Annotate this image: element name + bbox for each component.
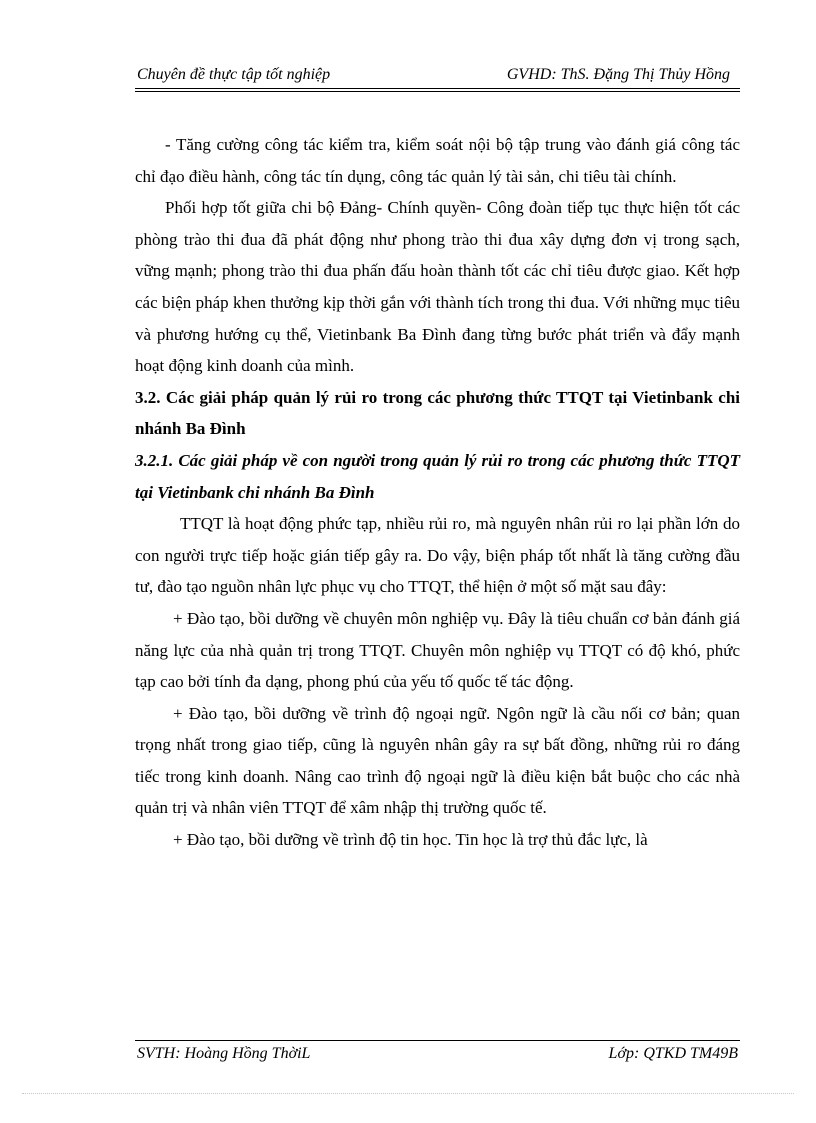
paragraph-ttqt-intro: TTQT là hoạt động phức tạp, nhiều rủi ro, mà nguyên nhân rủi ro lại phần lớn do con người trực tiếp hoặc gián tiếp gây ra. Do vậy, biện pháp tốt nhất là tăng cường đầu tư, đào tạo nguồn nhân lực phục vụ cho TTQT, thể hiện ở một số mặt sau đây: [135,514,740,597]
footer-class: Lớp: QTKD TM49B [608,1045,738,1062]
header-rule [135,91,740,92]
section-heading-3-2-1: 3.2.1. Các giải pháp về con người trong quản lý rủi ro trong các phương thức TTQT tại Vietinbank chi nhánh Ba Đình [135,450,740,502]
footer-student: SVTH: Hoàng Hồng ThờiL [137,1045,311,1062]
paragraph-training-it: + Đào tạo, bồi dưỡng về trình độ tin học. Tin học là trợ thủ đắc lực, là [173,830,648,850]
page-body [135,129,740,856]
paragraph-coordination: Phối hợp tốt giữa chi bộ Đảng- Chính quyền- Công đoàn tiếp tục thực hiện tốt các phòng trào thi đua đã phát động như phong trào thi đua xây dựng đơn vị trong sạch, vững mạnh; phong trào thi đua phấn đấu hoàn thành tốt các chỉ tiêu được giao. Kết hợp các biện pháp khen thưởng kịp thời gắn với thành tích trong thi đua. Với những mục tiêu và phương hướng cụ thể, Vietinbank Ba Đình đang từng bước phát triển và đẩy mạnh hoạt động kinh doanh của mình. [135,198,740,376]
header-advisor: GVHD: ThS. Đặng Thị Thủy Hồng [506,66,730,83]
paragraph-inspection: - Tăng cường công tác kiểm tra, kiểm soát nội bộ tập trung vào đánh giá công tác chỉ đạo điều hành, công tác tín dụng, công tác quản lý tài sản, chi tiêu tài chính. [135,135,740,186]
paragraph-training-professional: + Đào tạo, bồi dưỡng về chuyên môn nghiệp vụ. Đây là tiêu chuẩn cơ bản đánh giá năng lực của nhà quản trị trong TTQT. Chuyên môn nghiệp vụ TTQT có độ khó, phức tạp cao bởi tính đa dạng, phong phú của yếu tố quốc tế tác động. [135,608,740,692]
section-heading-3-2: 3.2. Các giải pháp quản lý rủi ro trong các phương thức TTQT tại Vietinbank chi nhánh Ba Đình [135,387,740,439]
page-footer [135,1040,740,1062]
page-header [135,64,740,89]
page-edge-divider [22,1093,794,1094]
header-title: Chuyên đề thực tập tốt nghiệp [137,66,331,83]
paragraph-training-language: + Đào tạo, bồi dưỡng về trình độ ngoại ngữ. Ngôn ngữ là cầu nối cơ bản; quan trọng nhất trong giao tiếp, cũng là nguyên nhân gây ra sự bất đồng, những rủi ro đáng tiếc trong kinh doanh. Nâng cao trình độ ngoại ngữ là điều kiện bắt buộc cho các nhà quản trị và nhân viên TTQT để xâm nhập thị trường quốc tế. [135,703,740,818]
